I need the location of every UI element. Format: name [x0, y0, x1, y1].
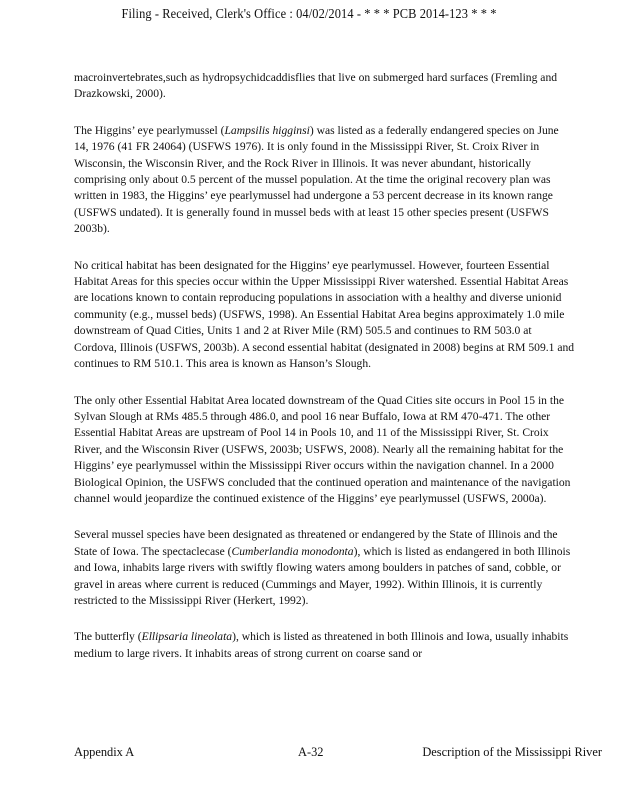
paragraph-higgins-eye-listing — [74, 123, 576, 238]
filing-header — [25, 6, 594, 22]
filing-header-text: Filing - Received, Clerk's Office : 04/02/2014 - * * * PCB 2014-123 * * * — [121, 6, 497, 21]
paragraph-text-post: ), which is listed as endangered in both Illinois and Iowa, inhabits large rivers with swiftly flowing waters among boulders in patches of sand, cobble, or gravel in areas where current is reduced (Cummings and Mayer, 1992). Within Illinois, it is currently restricted to the Mississippi River (Herkert, 1992). — [74, 544, 571, 607]
footer-section-title: Description of the Mississippi River — [422, 745, 602, 759]
document-body — [74, 70, 576, 662]
paragraph-butterfly-mussel — [74, 629, 576, 662]
paragraph-text-post: ), which is listed as threatened in both Illinois and Iowa, usually inhabits medium to large rivers. It inhabits areas of strong current on coarse sand or — [74, 630, 569, 660]
paragraph-macroinvertebrates — [74, 70, 576, 103]
paragraph-text-pre: The butterfly ( — [74, 630, 142, 644]
paragraph-text-pre: Several mussel species have been designated as threatened or endangered by the State of Illinois and the State of Iowa. The spectaclecase ( — [74, 528, 558, 558]
species-name-italic: Lampsilis higginsi — [224, 123, 310, 137]
paragraph-state-listed-mussels — [74, 527, 576, 609]
paragraph-text-post: ) was listed as a federally endangered species on June 14, 1976 (41 FR 24064) (USFWS 1976). It is only found in the Mississippi River, St. Croix River in Wisconsin, the Wisconsin River, and the Rock River in Illinois. It was never abundant, historically comprising only about 0.5 percent of the mussel population. At the time the original recovery plan was written in 1983, the Higgins’ eye pearlymussel had undergone a 53 percent decrease in its known range (USFWS undated). It is generally found in mussel beds with at least 15 other species present (USFWS 2003b). — [74, 123, 559, 236]
paragraph-text: macroinvertebrates,such as hydropsychidcaddisflies that live on submerged hard surfaces (Fremling and Drazkowski, 2000). — [74, 71, 558, 101]
paragraph-text: No critical habitat has been designated for the Higgins’ eye pearlymussel. However, fourteen Essential Habitat Areas for this species occur within the Upper Mississippi River watershed. Essential Habitat Areas are locations known to contain reproducing populations in association with a healthy and diverse unionid community (e.g., mussel beds) (USFWS, 1998). An Essential Habitat Area begins approximately 1.0 mile downstream of Quad Cities, Units 1 and 2 at River Mile (RM) 505.5 and continues to RM 503.0 at Cordova, Illinois (USFWS, 2003b). A second essential habitat (designated in 2008) begins at RM 509.1 and continues to RM 510.1. This area is known as Hanson’s Slough. — [74, 258, 575, 371]
species-name-italic: Ellipsaria lineolata — [141, 630, 233, 644]
paragraph-text-pre: The Higgins’ eye pearlymussel ( — [74, 123, 225, 137]
footer-page-number: A-32 — [298, 745, 324, 759]
paragraph-text: The only other Essential Habitat Area located downstream of the Quad Cities site occurs in Pool 15 in the Sylvan Slough at RMs 485.5 through 486.0, and pool 16 near Buffalo, Iowa at RM 470-471. The other Essential Habitat Areas are upstream of Pool 14 in Pools 10, and 11 of the Mississippi River, St. Croix River, and the Wisconsin River (USFWS, 2003b; USFWS, 2008). Nearly all the remaining habitat for the Higgins’ eye pearlymussel within the Mississippi River occurs within the navigation channel. In a 2000 Biological Opinion, the USFWS concluded that the continued operation and maintenance of the navigation channel would jeopardize the continued existence of the Higgins’ eye pearlymussel (USFWS, 2000a). — [74, 393, 571, 505]
species-name-italic: Cumberlandia monodonta — [231, 544, 354, 558]
footer-appendix-label: Appendix A — [74, 745, 135, 759]
paragraph-critical-habitat — [74, 258, 576, 373]
paragraph-essential-habitat-areas — [74, 393, 576, 508]
